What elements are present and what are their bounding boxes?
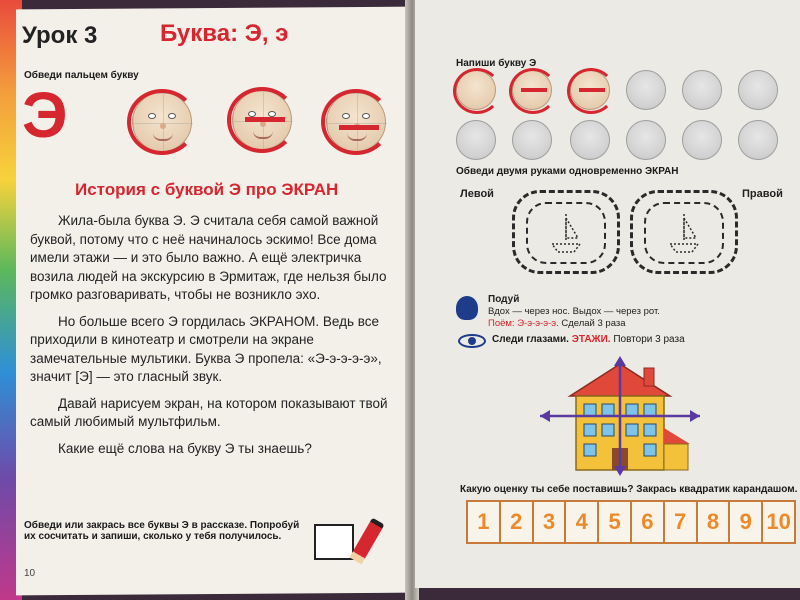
breath-title: Подуй — [488, 294, 520, 305]
trace-face-1[interactable] — [132, 92, 192, 152]
write-face[interactable] — [512, 70, 552, 110]
grade-cell-5[interactable]: 5 — [599, 502, 632, 542]
grade-cell-2[interactable]: 2 — [501, 502, 534, 542]
side-roof — [664, 428, 690, 444]
story-paragraph: Но больше всего Э гордилась ЭКРАНОМ. Ведь все приходили в кинотеатр и смотрели на экране замечательные мультики. Буква Э пропела: «Э-э-э-э-э», значит [Э] — это гласный звук. — [30, 313, 382, 384]
write-instruction: Напиши букву Э — [456, 58, 537, 69]
follow-prefix: Следи глазами. — [492, 334, 569, 345]
left-hand-label: Левой — [460, 188, 494, 200]
grade-cell-8[interactable]: 8 — [698, 502, 731, 542]
count-task: Обведи или закрась все буквы Э в рассказе. Попробуй их сосчитать и запиши, сколько у тебя получилось. — [24, 520, 300, 542]
follow-word: ЭТАЖИ. — [571, 334, 611, 345]
grade-cell-4[interactable]: 4 — [566, 502, 599, 542]
story-paragraph: Давай нарисуем экран, на котором показывают твой самый любимый мультфильм. — [30, 395, 388, 429]
boat-icon — [548, 212, 584, 256]
grade-cell-10[interactable]: 10 — [763, 502, 794, 542]
grade-cell-3[interactable]: 3 — [534, 502, 567, 542]
story-title: История с буквой Э про ЭКРАН — [75, 180, 339, 199]
head-profile-icon — [456, 296, 478, 320]
story-text — [30, 212, 392, 466]
grade-question: Какую оценку ты себе поставишь? Закрась квадратик карандашом. — [460, 484, 798, 495]
letter-e-arc-icon — [453, 68, 501, 114]
write-face[interactable] — [626, 70, 666, 110]
eye-exercise — [492, 334, 685, 345]
write-face[interactable] — [682, 70, 722, 110]
breath-repeat: Сделай 3 раза — [561, 318, 626, 329]
grade-cell-1[interactable]: 1 — [468, 502, 501, 542]
boat-icon — [666, 212, 702, 256]
letter-title: Буква: Э, э — [160, 20, 289, 47]
trace-face-3[interactable] — [326, 92, 386, 152]
write-face[interactable] — [570, 70, 610, 110]
lesson-title: Урок 3 — [22, 22, 98, 49]
letter-e-bar-icon — [339, 125, 379, 130]
grade-cell-6[interactable]: 6 — [632, 502, 665, 542]
both-hands-instruction: Обведи двумя руками одновременно ЭКРАН — [456, 166, 679, 177]
follow-suffix: Повтори 3 раза — [613, 334, 685, 345]
trace-face-2[interactable] — [232, 90, 292, 150]
breathing-exercise — [488, 294, 660, 330]
letter-e-bar-icon — [245, 117, 285, 122]
letter-e-bar-icon — [521, 88, 547, 92]
breath-line-1: Вдох — через нос. Выдох — через рот. — [488, 306, 660, 317]
chimney — [644, 368, 654, 386]
eye-icon — [458, 334, 486, 348]
letter-e-bar-icon — [579, 88, 605, 92]
letter-e-arc-icon — [321, 89, 391, 155]
grade-cell-7[interactable]: 7 — [665, 502, 698, 542]
answer-square[interactable] — [314, 524, 354, 560]
write-face[interactable] — [738, 120, 778, 160]
story-paragraph: Какие ещё слова на букву Э ты знаешь? — [58, 440, 312, 456]
breath-sing: Поём: Э-э-э-э-э. — [488, 318, 559, 329]
house-illustration — [540, 356, 700, 476]
right-hand-label: Правой — [742, 188, 783, 200]
grade-cell-9[interactable]: 9 — [730, 502, 763, 542]
letter-e-arc-icon — [127, 89, 197, 155]
trace-instruction: Обведи пальцем букву — [24, 70, 139, 81]
write-face[interactable] — [738, 70, 778, 110]
write-face[interactable] — [456, 120, 496, 160]
write-face[interactable] — [626, 120, 666, 160]
grade-row — [466, 500, 796, 544]
story-paragraph: Жила-была буква Э. Э считала себя самой важной буквой, потому что с неё начиналось эскимо! Все дома имели этажи — и это было важно. А ещё электричка возила людей на экскурсию в Эрмитаж, где нельзя было громко разговаривать, чтобы не возникло эхо. — [30, 213, 387, 302]
write-face[interactable] — [512, 120, 552, 160]
write-face[interactable] — [570, 120, 610, 160]
write-face[interactable] — [682, 120, 722, 160]
big-letter: Э — [22, 79, 68, 151]
side-wall — [664, 444, 688, 470]
write-face[interactable] — [456, 70, 496, 110]
page-number: 10 — [24, 568, 36, 579]
